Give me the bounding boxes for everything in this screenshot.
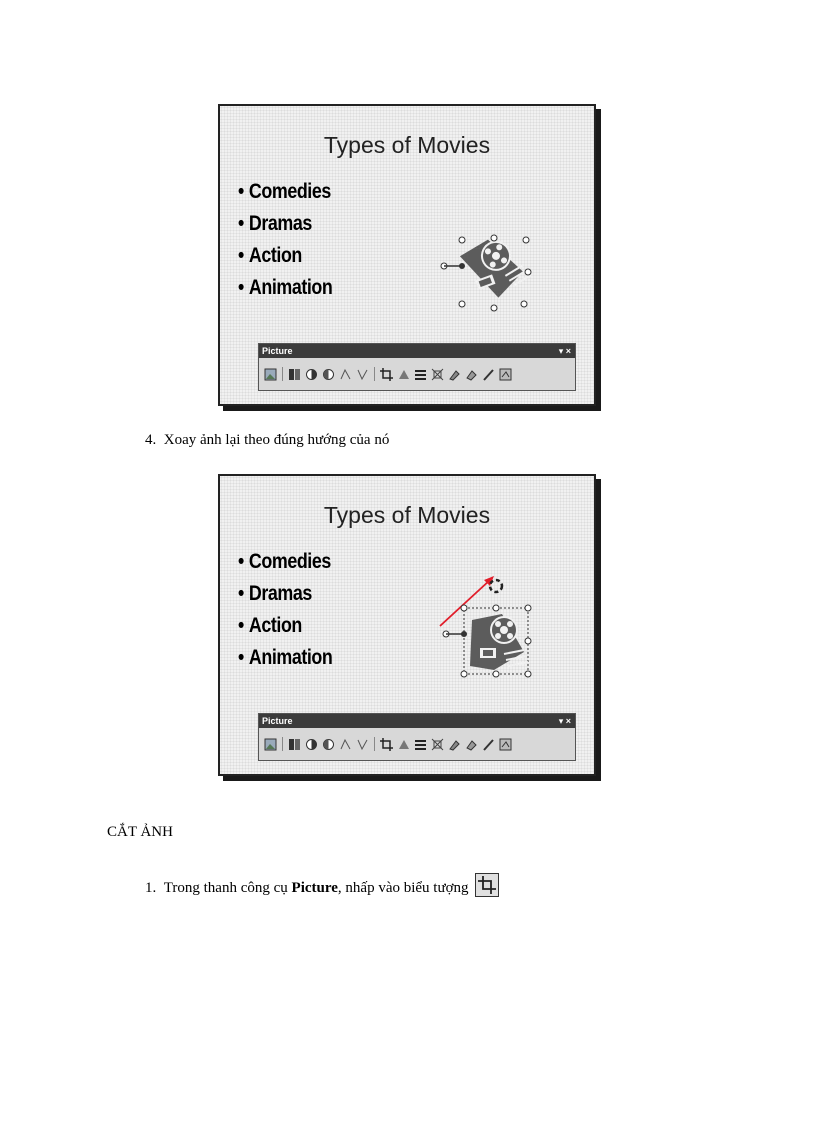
crop-icon bbox=[475, 873, 499, 897]
rotate-left-icon[interactable] bbox=[396, 367, 411, 382]
color-icon[interactable] bbox=[287, 367, 302, 382]
more-contrast-icon[interactable] bbox=[304, 737, 319, 752]
less-brightness-icon[interactable] bbox=[355, 367, 370, 382]
film-reel-icon[interactable] bbox=[442, 604, 534, 680]
more-contrast-icon[interactable] bbox=[304, 367, 319, 382]
bullet-list bbox=[238, 546, 349, 674]
toolbar-title: Picture ▾ × bbox=[259, 344, 575, 358]
set-transparent-color-icon[interactable] bbox=[481, 367, 496, 382]
line-style-icon[interactable] bbox=[413, 737, 428, 752]
bullet-item: • Animation bbox=[238, 646, 333, 669]
bullet-list bbox=[238, 176, 349, 304]
toolbar-separator bbox=[374, 737, 375, 751]
bullet-item: • Animation bbox=[238, 276, 333, 299]
caption-step-4: 4. Xoay ảnh lại theo đúng hướng của nó bbox=[145, 432, 390, 448]
bullet-item: • Comedies bbox=[238, 180, 331, 203]
picture-toolbar[interactable] bbox=[258, 713, 576, 761]
slide-title: Types of Movies bbox=[323, 502, 491, 528]
crop-icon[interactable] bbox=[379, 367, 394, 382]
reset-picture-icon[interactable] bbox=[498, 367, 513, 382]
more-brightness-icon[interactable] bbox=[338, 737, 353, 752]
more-brightness-icon[interactable] bbox=[338, 367, 353, 382]
line-style-icon[interactable] bbox=[413, 367, 428, 382]
insert-picture-icon[interactable] bbox=[263, 367, 278, 382]
slide-screenshot-1 bbox=[218, 104, 596, 406]
toolbar-controls[interactable]: ▾ × bbox=[558, 716, 571, 726]
section-heading: CẮT ẢNH bbox=[107, 824, 173, 840]
toolbar-icons bbox=[259, 728, 575, 756]
toolbar-controls[interactable]: ▾ × bbox=[558, 346, 571, 356]
film-reel-icon[interactable] bbox=[438, 234, 538, 316]
step-1: 1. Trong thanh công cụ Picture, nhấp vào biểu tượng bbox=[145, 873, 499, 897]
format-picture-icon[interactable] bbox=[464, 367, 479, 382]
toolbar-separator bbox=[374, 367, 375, 381]
bullet-item: • Action bbox=[238, 244, 302, 267]
slide bbox=[218, 104, 596, 406]
slide-screenshot-2 bbox=[218, 474, 596, 776]
crop-icon[interactable] bbox=[379, 737, 394, 752]
slide-title: Types of Movies bbox=[323, 132, 491, 158]
rotate-left-icon[interactable] bbox=[396, 737, 411, 752]
less-brightness-icon[interactable] bbox=[355, 737, 370, 752]
toolbar-separator bbox=[282, 367, 283, 381]
toolbar-icons bbox=[259, 358, 575, 386]
recolor-icon[interactable] bbox=[447, 367, 462, 382]
rotate-handle-icon[interactable] bbox=[486, 576, 506, 596]
picture-toolbar[interactable] bbox=[258, 343, 576, 391]
bullet-item: • Action bbox=[238, 614, 302, 637]
format-picture-icon[interactable] bbox=[464, 737, 479, 752]
bullet-item: • Comedies bbox=[238, 550, 331, 573]
less-contrast-icon[interactable] bbox=[321, 367, 336, 382]
set-transparent-color-icon[interactable] bbox=[481, 737, 496, 752]
compress-icon[interactable] bbox=[430, 737, 445, 752]
toolbar-title: Picture ▾ × bbox=[259, 714, 575, 728]
bullet-item: • Dramas bbox=[238, 212, 312, 235]
insert-picture-icon[interactable] bbox=[263, 737, 278, 752]
recolor-icon[interactable] bbox=[447, 737, 462, 752]
bullet-item: • Dramas bbox=[238, 582, 312, 605]
compress-icon[interactable] bbox=[430, 367, 445, 382]
reset-picture-icon[interactable] bbox=[498, 737, 513, 752]
less-contrast-icon[interactable] bbox=[321, 737, 336, 752]
toolbar-separator bbox=[282, 737, 283, 751]
slide bbox=[218, 474, 596, 776]
color-icon[interactable] bbox=[287, 737, 302, 752]
